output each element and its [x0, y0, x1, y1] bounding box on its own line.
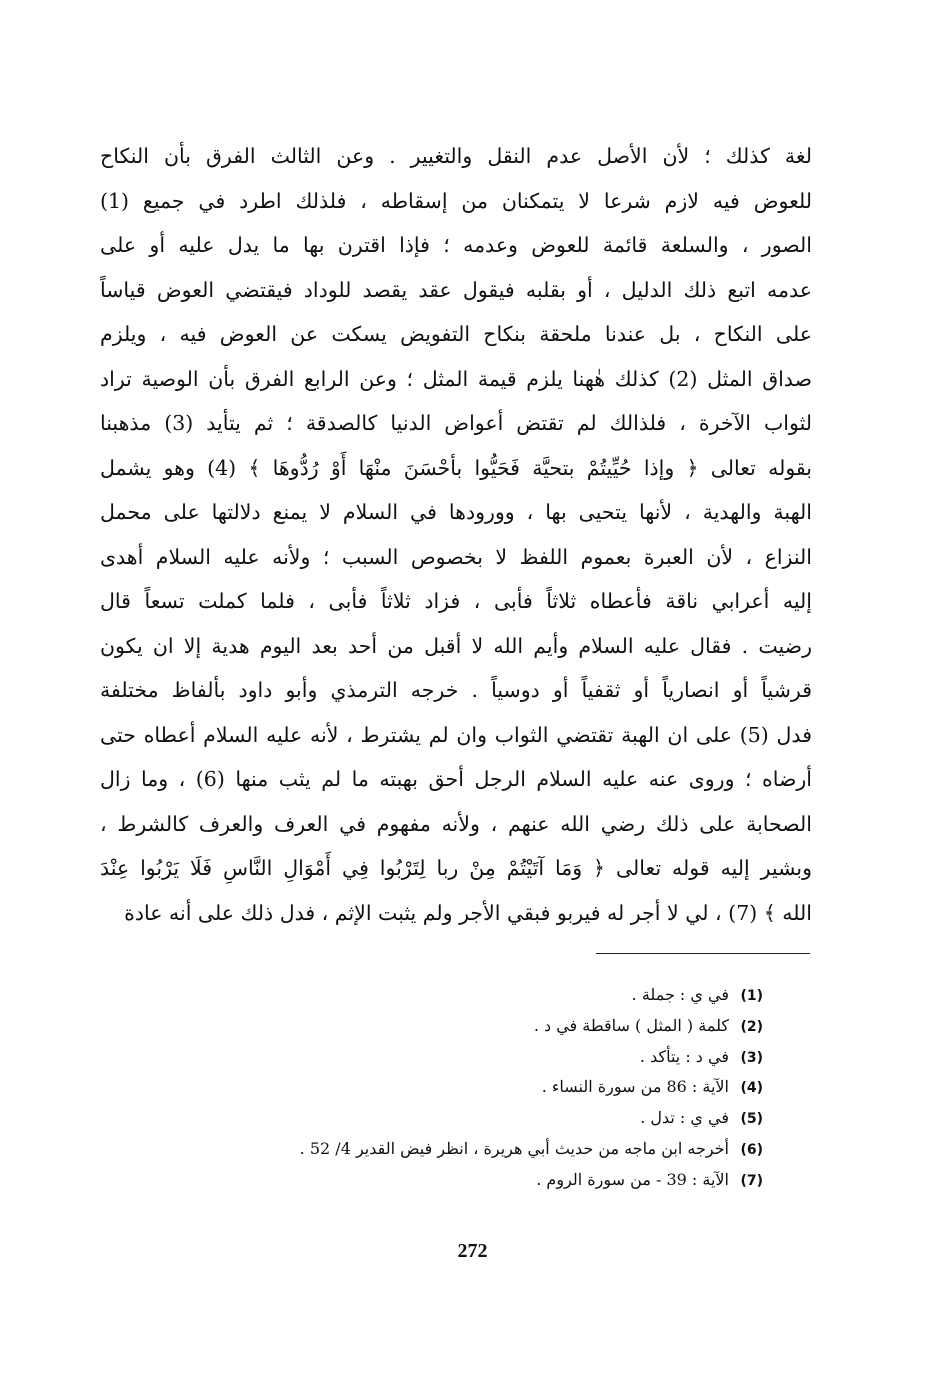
footnote-number: (3)	[740, 1049, 763, 1066]
footnote-number: (2)	[740, 1018, 763, 1035]
footnote-text: في ي : جملة .	[631, 985, 729, 1004]
text-line: عدمه اتبع ذلك الدليل ، أو بقلبه فيقول عقد يقصد للوداد فيقتضي العوض قياساً	[100, 277, 812, 302]
text-line: الصحابة على ذلك رضي الله عنهم ، ولأنه مفهوم في العرف والعرف كالشرط ،	[100, 811, 812, 836]
text-line: فدل (5) على ان الهبة تقتضي الثواب وان لم يشترط ، لأنه عليه السلام أعطاه حتى	[100, 722, 812, 747]
footnote-item	[163, 980, 763, 1011]
footnote-item	[163, 1042, 763, 1073]
footnote-item	[163, 1103, 763, 1134]
footnote-number: (5)	[740, 1111, 763, 1128]
footnote-text: في ي : تدل .	[640, 1108, 729, 1128]
footnote-number: (6)	[740, 1141, 763, 1158]
main-text	[100, 134, 812, 935]
text-line: لثواب الآخرة ، فلذالك لم تقتض أعواض الدنيا كالصدقة ؛ ثم يتأيد (3) مذهبنا	[100, 411, 812, 435]
text-line: بقوله تعالى ﴿ وإذا حُيِّيتُمْ بتحيَّة فَحَيُّوا بأحْسَنَ منْهَا أَوْ رُدُّوهَا ﴾ (4) وهو يشمل	[100, 455, 812, 480]
text-line: رضيت . فقال عليه السلام وأيم الله لا أقبل من أحد بعد اليوم هدية إلا ان يكون	[100, 633, 812, 658]
footnote-number: (4)	[740, 1080, 763, 1097]
text-line: صداق المثل (2) كذلك هٰهنا يلزم قيمة المثل ؛ وعن الرابع الفرق بأن الوصية تراد	[100, 366, 812, 391]
footnote-item	[163, 1011, 763, 1042]
text-line: للعوض فيه لازم شرعا لا يتمكنان من إسقاطه ، فلذلك اطرد في جميع (1)	[100, 188, 812, 213]
footnote-item	[163, 1072, 763, 1103]
footnote-text: الآية : 86 من سورة النساء .	[541, 1077, 729, 1097]
text-line: الهبة والهدية ، لأنها يتحيى بها ، وورودها في السلام لا يمنع دلالتها على محمل	[100, 500, 812, 524]
text-line: قرشياً أو انصارياً أو ثقفياً أو دوسياً . خرجه الترمذي وأبو داود بألفاظ مختلفة	[100, 678, 812, 702]
page-number: 272	[457, 1240, 488, 1262]
footnote-number: (1)	[740, 988, 763, 1004]
footnote-item	[163, 1165, 763, 1196]
text-line: إليه أعرابي ناقة فأعطاه ثلاثاً فأبى ، فزاد ثلاثاً فأبى ، فلما كملت تسعاً قال	[100, 589, 812, 613]
footnotes	[163, 980, 763, 1196]
footnote-text: أخرجه ابن ماجه من حديث أبي هريرة ، انظر فيض القدير 4/ 52 .	[299, 1138, 729, 1158]
text-line: الله ﴾ (7) ، لي لا أجر له فيربو فبقي الأجر ولم يثبت الإثم ، فدل ذلك على أنه عادة	[124, 900, 812, 925]
footnote-item	[163, 1134, 763, 1165]
text-line: وبشير إليه قوله تعالى ﴿ وَمَا آتَيْتُمْ مِنْ ربا لِتَرْبُوا فِي أَمْوَالِ النَّاسِ فَلَا يَرْبُوا عِنْدَ	[100, 856, 812, 880]
footnote-text: في د : يتأكد .	[639, 1046, 729, 1066]
text-line: أرضاه ؛ وروى عنه عليه السلام الرجل أحق بهبته ما لم يثب منها (6) ، وما زال	[100, 767, 812, 791]
footnote-number: (7)	[740, 1172, 763, 1189]
text-line: على النكاح ، بل عندنا ملحقة بنكاح التفويض يسكت عن العوض فيه ، ويلزم	[100, 322, 812, 346]
text-line: الصور ، والسلعة قائمة للعوض وعدمه ؛ فإذا اقترن بها ما يدل عليه أو على	[100, 233, 812, 257]
footnote-separator	[596, 953, 810, 954]
text-line: لغة كذلك ؛ لأن الأصل عدم النقل والتغيير . وعن الثالث الفرق بأن النكاح	[100, 144, 812, 168]
footnote-text: كلمة ( المثل ) ساقطة في د .	[533, 1015, 729, 1035]
footnote-text: الآية : 39 - من سورة الروم .	[536, 1169, 729, 1189]
text-line: النزاع ، لأن العبرة بعموم اللفظ لا بخصوص السبب ؛ ولأنه عليه السلام أهدى	[100, 544, 812, 569]
